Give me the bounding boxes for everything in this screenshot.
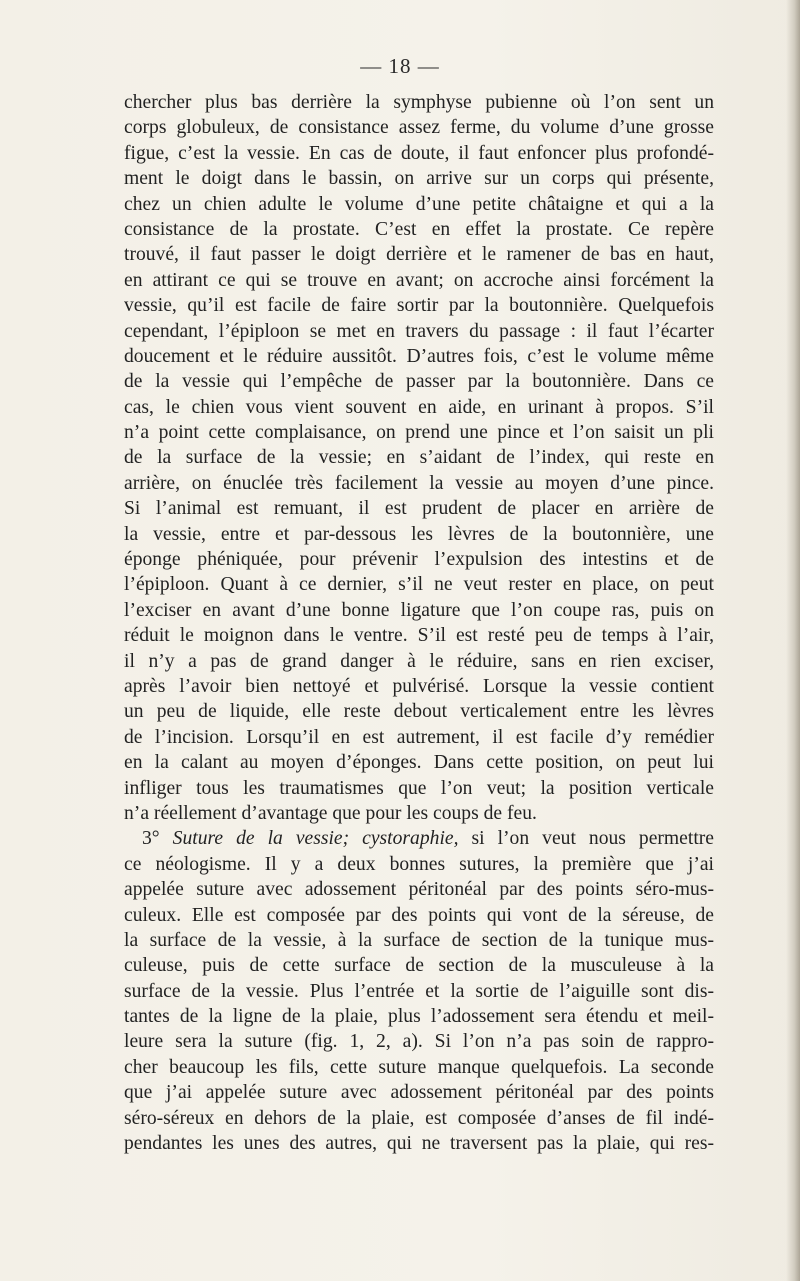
page-edge-shadow: [786, 0, 800, 1281]
text-line: ce néologisme. Il y a deux bonnes sutures, la première que j’ai: [124, 853, 714, 875]
text-line: appelée suture avec adossement péritonéal par des points séro-mus-: [124, 879, 714, 901]
text-line: éponge phéniquée, pour prévenir l’expulsion des intestins et de: [124, 549, 714, 571]
text-line: vessie, qu’il est facile de faire sortir par la boutonnière. Quelquefois: [124, 295, 714, 317]
section-number: 3°: [142, 828, 160, 850]
text-line: cher beaucoup les fils, cette suture manque quelquefois. La seconde: [124, 1056, 714, 1078]
text-line: culeuse, puis de cette surface de section de la musculeuse à la: [124, 955, 714, 977]
text-line: leure sera la suture (fig. 1, 2, a). Si l’on n’a pas soin de rappro-: [124, 1031, 714, 1053]
text-line: en la calant au moyen d’éponges. Dans cette position, on peut lui: [124, 752, 714, 774]
text-line: la vessie, entre et par-dessous les lèvres de la boutonnière, une: [124, 523, 714, 545]
text-line: de la vessie qui l’empêche de passer par la boutonnière. Dans ce: [124, 371, 714, 393]
text-line: un peu de liquide, elle reste debout verticalement entre les lèvres: [124, 701, 714, 723]
text-line: consistance de la prostate. C’est en effet la prostate. Ce repère: [124, 218, 714, 240]
text-line: l’exciser en avant d’une bonne ligature que l’on coupe ras, puis on: [124, 599, 714, 621]
text-line: l’épiploon. Quant à ce dernier, s’il ne veut rester en place, on peut: [124, 574, 714, 596]
text-line: infliger tous les traumatismes que l’on veut; la position verticale: [124, 777, 714, 799]
text-line: pendantes les unes des autres, qui ne traversent pas la plaie, qui res-: [124, 1133, 714, 1155]
text-line: il n’y a pas de grand danger à le réduire, sans en rien exciser,: [124, 650, 714, 672]
text-line: tantes de la ligne de la plaie, plus l’adossement sera étendu et meil-: [124, 1006, 714, 1028]
text-line: de la surface de la vessie; en s’aidant de l’index, qui reste en: [124, 447, 714, 469]
text-line: cas, le chien vous vient souvent en aide, en urinant à propos. S’il: [124, 396, 714, 418]
text-line: cependant, l’épiploon se met en travers du passage : il faut l’écarter: [124, 320, 714, 342]
text-line: chercher plus bas derrière la symphyse pubienne où l’on sent un: [124, 92, 714, 113]
text-line: séro-séreux en dehors de la plaie, est composée d’anses de fil indé-: [124, 1107, 714, 1129]
body-text: [124, 90, 714, 1156]
text-line: réduit le moignon dans le ventre. S’il est resté peu de temps à l’air,: [124, 625, 714, 647]
section-first-line-rest: si l’on veut nous permettre: [471, 828, 714, 850]
section-title: Suture de la vessie; cystoraphie,: [172, 828, 459, 850]
text-line: doucement et le réduire aussitôt. D’autres fois, c’est le volume même: [124, 345, 714, 367]
text-line: ment le doigt dans le bassin, on arrive sur un corps qui présente,: [124, 168, 714, 190]
text-line: n’a réellement d’avantage que pour les coups de feu.: [124, 802, 537, 824]
text-line: Si l’animal est remuant, il est prudent de placer en arrière de: [124, 498, 714, 520]
text-line: la surface de la vessie, à la surface de section de la tunique mus-: [124, 929, 714, 951]
text-line: surface de la vessie. Plus l’entrée et la sortie de l’aiguille sont dis-: [124, 980, 714, 1002]
text-line: trouvé, il faut passer le doigt derrière et le ramener de bas en haut,: [124, 244, 714, 266]
text-line: chez un chien adulte le volume d’une petite châtaigne et qui a la: [124, 193, 714, 215]
text-line: figue, c’est la vessie. En cas de doute, il faut enfoncer plus profondé-: [124, 142, 714, 164]
text-line: de l’incision. Lorsqu’il en est autrement, il est facile d’y remédier: [124, 726, 714, 748]
text-line: culeux. Elle est composée par des points qui vont de la séreuse, de: [124, 904, 714, 926]
text-line: que j’ai appelée suture avec adossement péritonéal par des points: [124, 1082, 714, 1104]
section-3-heading-line: [124, 826, 714, 851]
text-line: corps globuleux, de consistance assez ferme, du volume d’une grosse: [124, 117, 714, 139]
text-line: en attirant ce qui se trouve en avant; on accroche ainsi forcément la: [124, 269, 714, 291]
paragraph-1: [124, 90, 714, 826]
text-line: n’a point cette complaisance, on prend une pince et l’on saisit un pli: [124, 422, 714, 444]
paragraph-2: [124, 852, 714, 1157]
text-line: arrière, on énuclée très facilement la vessie au moyen d’une pince.: [124, 472, 714, 494]
text-line: après l’avoir bien nettoyé et pulvérisé. Lorsque la vessie contient: [124, 675, 714, 697]
page-number: — 18 —: [360, 54, 440, 78]
